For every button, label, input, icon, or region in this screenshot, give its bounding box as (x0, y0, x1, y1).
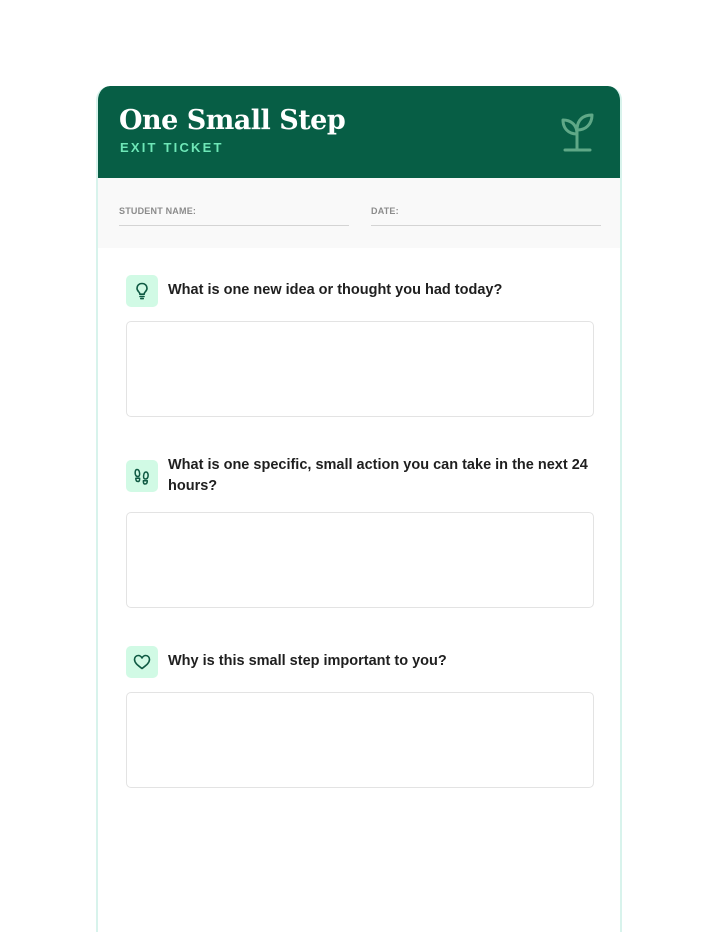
question-text: What is one new idea or thought you had today? (168, 282, 503, 298)
heart-icon (126, 646, 158, 678)
question-text: Why is this small step important to you? (168, 653, 447, 669)
student-name-field[interactable] (119, 206, 349, 226)
student-name-label: STUDENT NAME: (119, 206, 197, 216)
question-text: What is one specific, small action you can take in the next 24 hours? (168, 457, 588, 494)
exit-ticket-card (96, 86, 622, 932)
student-info-section (98, 178, 620, 248)
question-1 (126, 275, 596, 307)
ticket-header (98, 86, 620, 178)
answer-box[interactable] (126, 512, 594, 608)
question-2 (126, 450, 596, 497)
page-subtitle: EXIT TICKET (120, 140, 224, 155)
date-label: DATE: (371, 206, 399, 216)
question-3 (126, 646, 596, 678)
page-title: One Small Step (119, 105, 346, 136)
sprout-icon (560, 112, 596, 152)
answer-box[interactable] (126, 692, 594, 788)
answer-box[interactable] (126, 321, 594, 417)
footprints-icon (126, 460, 158, 492)
date-field[interactable] (371, 206, 601, 226)
lightbulb-icon (126, 275, 158, 307)
